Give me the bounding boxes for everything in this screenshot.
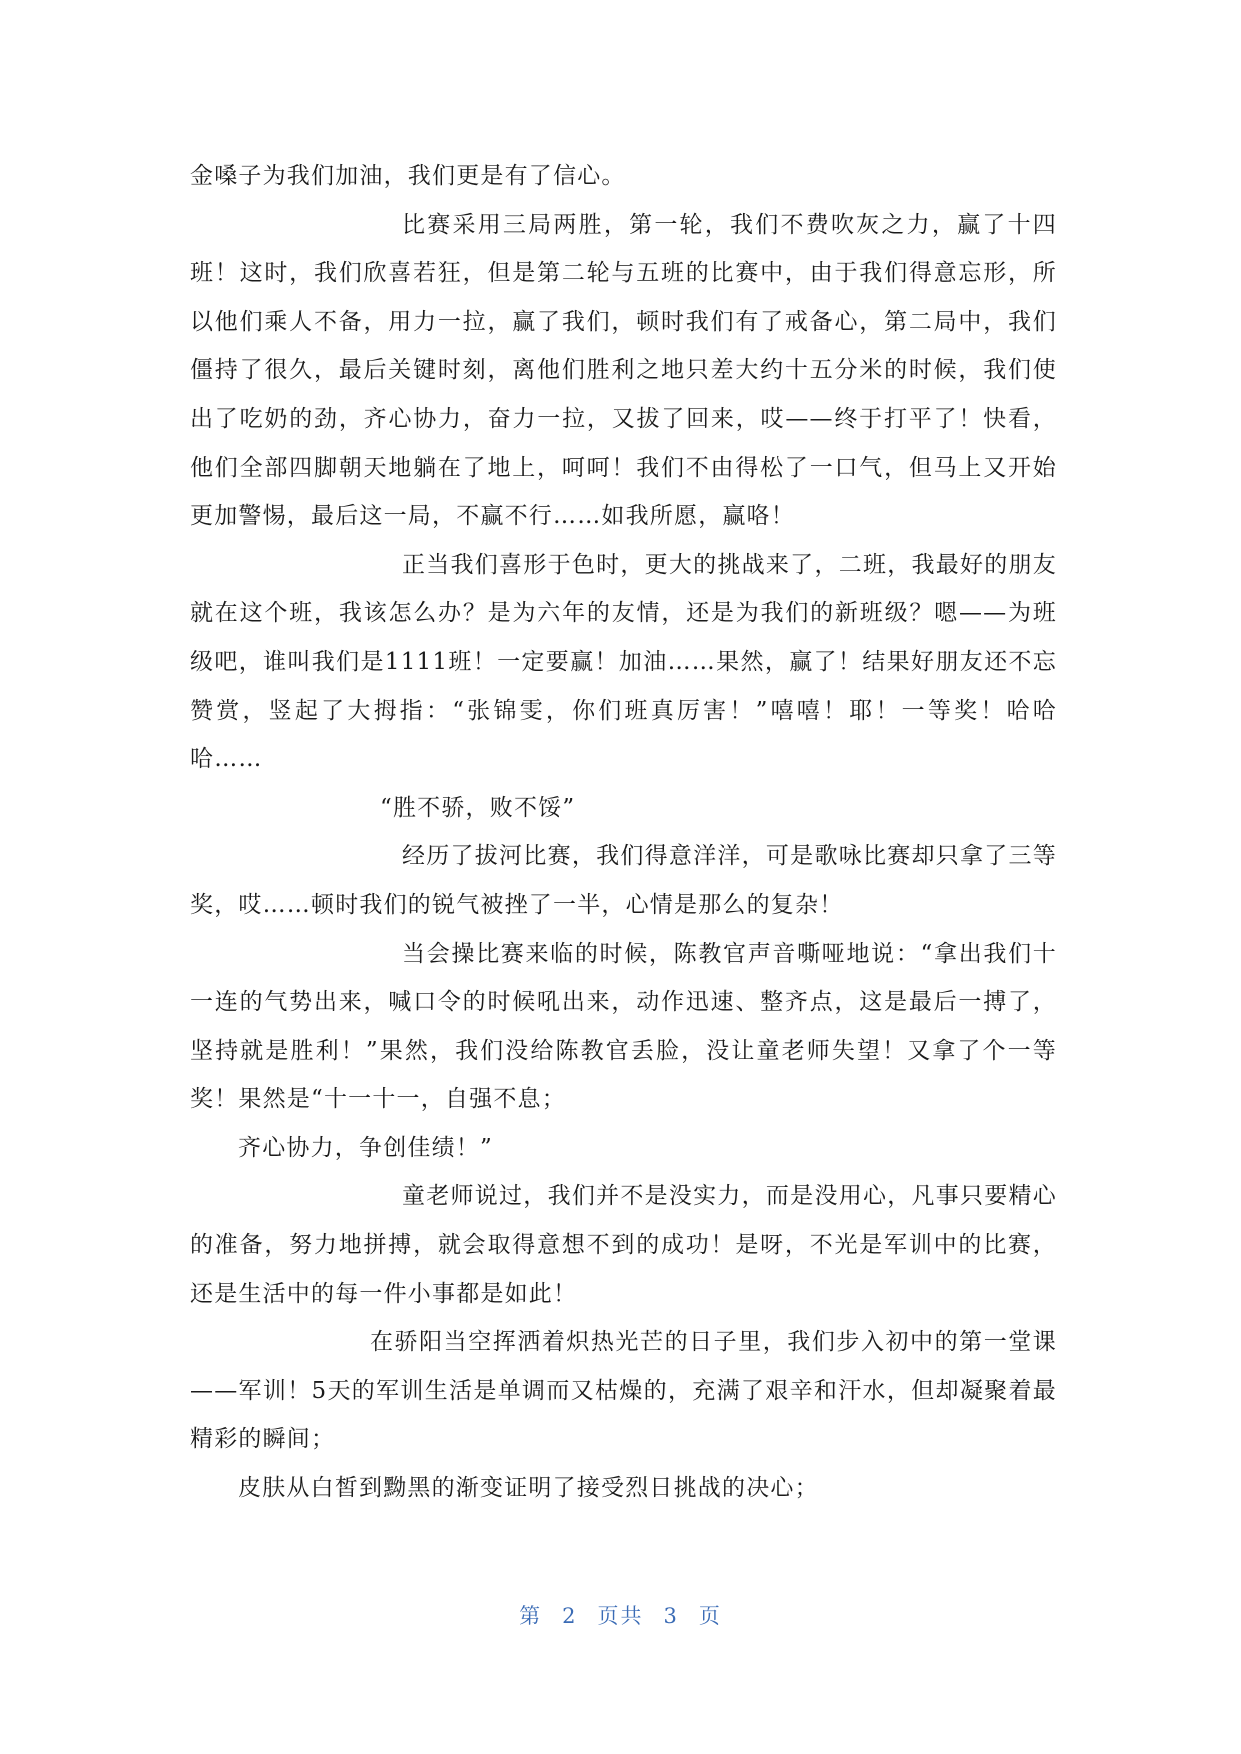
footer-label-ye-gong: 页共 <box>597 1604 644 1628</box>
paragraph-military-training-intro: 在骄阳当空挥洒着炽热光芒的日子里，我们步入初中的第一堂课——军训！5天的军训生活是单调而又枯燥的，充满了艰辛和汗水，但却凝聚着最精彩的瞬间； <box>190 1329 1057 1453</box>
paragraph-class-two-challenge: 正当我们喜形于色时，更大的挑战来了，二班，我最好的朋友就在这个班，我该怎么办？是为六年的友情，还是为我们的新班级？嗯——为班级吧，谁叫我们是1111班！一定要赢！加油……果然，赢了！结果好朋友还不忘赞赏，竖起了大拇指：“张锦雯，你们班真厉害！”嘻嘻！耶！一等奖！哈哈哈…… <box>190 551 1057 773</box>
footer-label-ye: 页 <box>698 1604 722 1628</box>
paragraph-teacher-advice: 童老师说过，我们并不是没实力，而是没用心，凡事只要精心的准备，努力地拼搏，就会取得意想不到的成功！是呀，不光是军训中的比赛，还是生活中的每一件小事都是如此！ <box>190 1183 1057 1307</box>
document-body <box>190 152 1057 1513</box>
paragraph-tug-of-war-rounds: 比赛采用三局两胜，第一轮，我们不费吹灰之力，赢了十四班！这时，我们欣喜若狂，但是第二轮与五班的比赛中，由于我们得意忘形，所以他们乘人不备，用力一拉，赢了我们，顿时我们有了戒备心，第二局中，我们僵持了很久，最后关键时刻，离他们胜利之地只差大约十五分米的时候，我们使出了吃奶的劲，齐心协力，奋力一拉，又拔了回来，哎——终于打平了！快看，他们全部四脚朝天地躺在了地上，呵呵！我们不由得松了一口气，但马上又开始更加警惕，最后这一局，不赢不行……如我所愿，赢咯！ <box>190 211 1057 530</box>
footer-total-pages: 3 <box>663 1604 679 1628</box>
paragraph-slogan-end: 齐心协力，争创佳绩！” <box>238 1134 493 1161</box>
page-number-footer <box>0 1600 1241 1630</box>
paragraph-singing-contest: 经历了拔河比赛，我们得意洋洋，可是歌咏比赛却只拿了三等奖，哎……顿时我们的锐气被挫了一半，心情是那么的复杂！ <box>190 843 1057 918</box>
paragraph-motto-heading: “胜不骄，败不馁” <box>380 794 576 821</box>
footer-label-di: 第 <box>519 1604 543 1628</box>
paragraph-continuation: 金嗓子为我们加油，我们更是有了信心。 <box>190 163 626 189</box>
paragraph-skin-change: 皮肤从白皙到黝黑的渐变证明了接受烈日挑战的决心； <box>238 1475 819 1502</box>
paragraph-drill-contest: 当会操比赛来临的时候，陈教官声音嘶哑地说：“拿出我们十一连的气势出来，喊口令的时候吼出来，动作迅速、整齐点，这是最后一搏了，坚持就是胜利！”果然，我们没给陈教官丢脸，没让童老师失望！又拿了个一等奖！果然是“十一十一，自强不息； <box>190 940 1057 1113</box>
footer-current-page: 2 <box>562 1604 578 1628</box>
